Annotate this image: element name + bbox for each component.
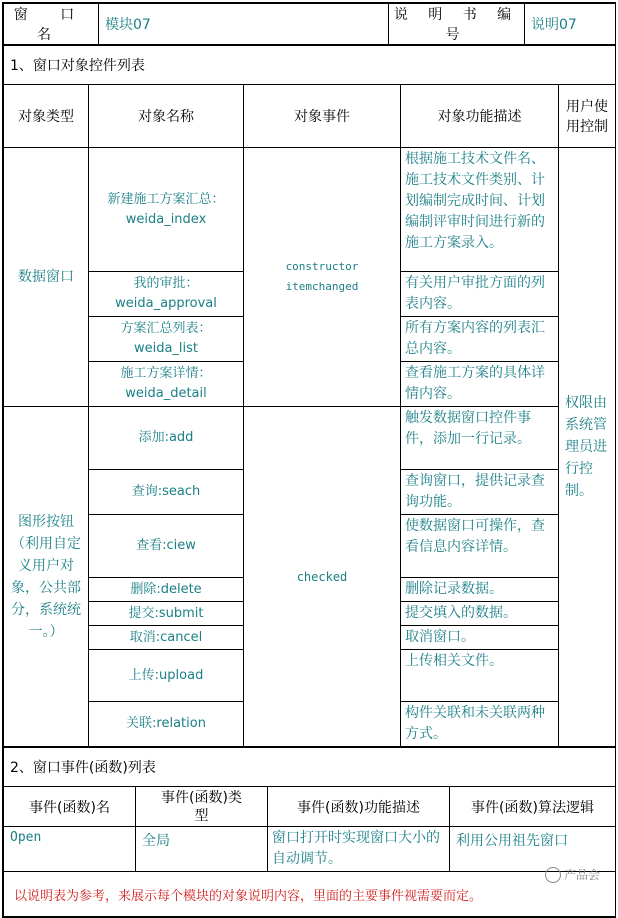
spec-number-value: 说明07 [525, 4, 616, 45]
type-graphic-button: 图形按钮（利用自定义用户对象，公共部分，系统统一。） [4, 407, 89, 747]
window-name-label: 窗 口 名 [4, 4, 99, 45]
event-type-value: 全局 [136, 827, 268, 872]
spec-document [2, 2, 616, 918]
event-logic-value: 利用公用祖先窗口 [450, 827, 616, 872]
object-name: 删除:delete [89, 578, 244, 602]
type-data-window: 数据窗口 [4, 148, 89, 407]
event-constructor: constructor [285, 260, 359, 273]
col-object-type: 对象类型 [4, 85, 89, 148]
col-event-logic: 事件(函数)算法逻辑 [450, 787, 616, 827]
event-desc-value: 窗口打开时实现窗口大小的自动调节。 [268, 827, 450, 872]
object-name: 新建施工方案汇总：weida_index [89, 148, 244, 272]
spec-number-label: 说 明 书 编 号 [389, 4, 525, 45]
col-event-type: 事件(函数)类型 [136, 787, 268, 827]
event-table [3, 747, 616, 917]
section2-title: 2、窗口事件(函数)列表 [4, 748, 616, 787]
section1-title: 1、窗口对象控件列表 [4, 46, 616, 85]
event-itemchanged: itemchanged [285, 280, 359, 293]
object-name: 提交:submit [89, 602, 244, 626]
object-desc: 查询窗口，提供记录查询功能。 [401, 470, 559, 515]
object-name: 查询:seach [89, 470, 244, 515]
object-name: 添加:add [89, 407, 244, 470]
col-user-control: 用户使用控制 [559, 85, 616, 148]
object-desc: 删除记录数据。 [401, 578, 559, 602]
col-event-desc: 事件(函数)功能描述 [268, 787, 450, 827]
object-desc: 上传相关文件。 [401, 650, 559, 702]
col-event-name: 事件(函数)名 [4, 787, 136, 827]
events-data-window [244, 148, 401, 407]
object-table [3, 45, 616, 747]
object-name: 上传:upload [89, 650, 244, 702]
event-checked: checked [244, 407, 401, 747]
user-control-text: 权限由系统管理员进行控制。 [559, 148, 616, 747]
object-desc: 根据施工技术文件名、施工技术文件类别、计划编制完成时间、计划编制评审时间进行新的施工方案录入。 [401, 148, 559, 272]
watermark [545, 866, 600, 884]
footer-note: 以说明表为参考，来展示每个模块的对象说明内容，里面的主要事件视需要而定。 [4, 872, 616, 917]
object-desc: 构件关联和未关联两种方式。 [401, 702, 559, 747]
object-name: 查看:ciew [89, 515, 244, 578]
event-name-value: Open [4, 827, 136, 872]
object-name: 方案汇总列表：weida_list [89, 317, 244, 362]
object-desc: 查看施工方案的具体详情内容。 [401, 362, 559, 407]
col-object-desc: 对象功能描述 [401, 85, 559, 148]
object-name: 施工方案详情：weida_detail [89, 362, 244, 407]
watermark-text: 产品会 [563, 867, 600, 882]
object-desc: 提交填入的数据。 [401, 602, 559, 626]
object-desc: 取消窗口。 [401, 626, 559, 650]
wechat-icon [545, 867, 561, 883]
header-table [3, 3, 616, 45]
object-desc: 所有方案内容的列表汇总内容。 [401, 317, 559, 362]
object-name: 我的审批：weida_approval [89, 272, 244, 317]
object-desc: 使数据窗口可操作，查看信息内容详情。 [401, 515, 559, 578]
object-desc: 触发数据窗口控件事件，添加一行记录。 [401, 407, 559, 470]
window-name-value: 模块07 [99, 4, 389, 45]
col-object-event: 对象事件 [244, 85, 401, 148]
object-name: 取消:cancel [89, 626, 244, 650]
object-name: 关联:relation [89, 702, 244, 747]
col-object-name: 对象名称 [89, 85, 244, 148]
object-desc: 有关用户审批方面的列表内容。 [401, 272, 559, 317]
